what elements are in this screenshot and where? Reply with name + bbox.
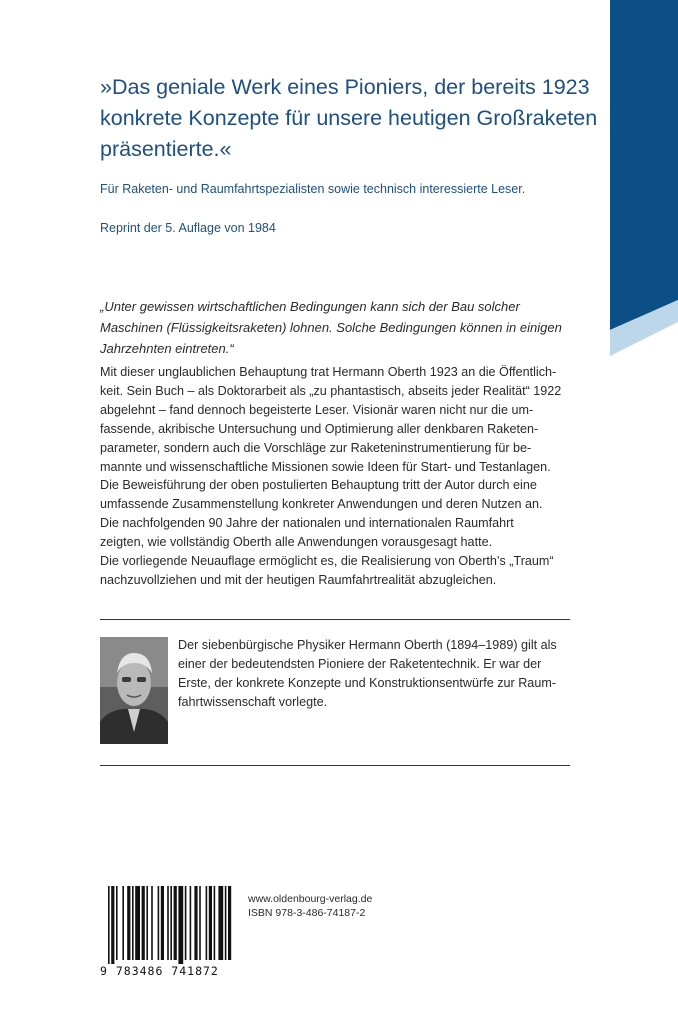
barcode-bar: [199, 886, 201, 960]
description-line: Die nachfolgenden 90 Jahre der nationalen und internationalen Raumfahrt: [100, 516, 514, 531]
publisher-info: [248, 892, 372, 920]
barcode-bar: [214, 886, 216, 960]
barcode-bar: [111, 886, 114, 964]
headline-quote: [100, 72, 600, 165]
divider-bottom: [100, 765, 570, 766]
headline-line: präsentierte.«: [100, 137, 232, 161]
description-line: parameter, sondern auch die Vorschläge zur Raketeninstrumentierung für be-: [100, 440, 532, 455]
barcode-bar: [228, 886, 231, 960]
description-line: abgelehnt – fand dennoch begeisterte Leser. Visionär waren nicht nur die um-: [100, 402, 534, 417]
barcode-bar: [170, 886, 172, 960]
barcode-bar: [161, 886, 164, 960]
isbn-barcode: [100, 884, 234, 964]
author-bio: [178, 636, 573, 712]
description-line: umfassende Zusammenstellung konkreter Anwendungen und deren Nutzen an.: [100, 497, 543, 512]
barcode-bar: [174, 886, 177, 960]
barcode-bar: [194, 886, 197, 960]
barcode-bar: [116, 886, 118, 960]
description-line: keit. Sein Buch – als Doktorarbeit als „zu phantastisch, abseits jeder Realität“ 1922: [100, 383, 562, 398]
barcode-bar: [135, 886, 140, 960]
barcode-bar: [151, 886, 153, 960]
bio-line: einer der bedeutendsten Pioniere der Raketentechnik. Er war der: [178, 657, 542, 671]
barcode-bar: [142, 886, 145, 960]
bio-line: Erste, der konkrete Konzepte und Konstruktionsentwürfe zur Raum-: [178, 676, 557, 690]
description-line: mannte und wissenschaftliche Missionen sowie Ideen für Start- und Testanlagen.: [100, 459, 551, 474]
headline-line: »Das geniale Werk eines Pioniers, der bereits 1923: [100, 75, 590, 99]
barcode-bar: [185, 886, 187, 960]
oberth-quote: [100, 296, 580, 359]
decorative-color-band: [610, 0, 678, 370]
bio-line: Der siebenbürgische Physiker Hermann Oberth (1894–1989) gilt als: [178, 638, 557, 652]
barcode-bar: [218, 886, 223, 960]
barcode-bar: [225, 886, 227, 960]
quote-line: Maschinen (Flüssigkeitsraketen) lohnen. Solche Bedingungen können in einigen: [100, 320, 562, 335]
audience-text: Für Raketen- und Raumfahrtspezialisten sowie technisch interessierte Leser.: [100, 182, 526, 196]
barcode-bar: [190, 886, 192, 960]
barcode-bar: [146, 886, 148, 960]
barcode-bar: [158, 886, 160, 960]
description-line: Die vorliegende Neuauflage ermöglicht es, die Realisierung von Oberth’s „Traum“: [100, 554, 554, 569]
description-line: Die Beweisführung der oben postulierten Behauptung tritt der Autor durch eine: [100, 478, 537, 493]
barcode-bar: [167, 886, 169, 960]
publisher-website: www.oldenbourg-verlag.de: [248, 893, 373, 905]
description-line: nachzuvollziehen und mit der heutigen Raumfahrtrealität abzugleichen.: [100, 572, 497, 587]
barcode-bar: [209, 886, 212, 960]
barcode-bar: [122, 886, 124, 960]
barcode-bar: [127, 886, 130, 960]
description-line: Mit dieser unglaublichen Behauptung trat Hermann Oberth 1923 an die Öffentlich-: [100, 365, 557, 379]
bio-line: fahrtwissenschaft vorlegte.: [178, 695, 328, 709]
divider-top: [100, 619, 570, 620]
description-line: zeigten, wie vollständig Oberth alle Anwendungen vorausgesagt hatte.: [100, 535, 493, 550]
barcode-bar: [108, 886, 110, 964]
description-paragraph: [100, 363, 570, 590]
quote-line: Jahrzehnten eintreten.“: [100, 341, 234, 356]
barcode-bar: [178, 886, 183, 964]
headline-line: konkrete Konzepte für unsere heutigen Großraketen: [100, 106, 598, 130]
isbn-text: ISBN 978-3-486-74187-2: [248, 907, 366, 919]
reprint-text: Reprint der 5. Auflage von 1984: [100, 221, 276, 235]
barcode-bar: [206, 886, 208, 960]
quote-line: „Unter gewissen wirtschaftlichen Bedingungen kann sich der Bau solcher: [100, 299, 520, 314]
barcode-bar: [132, 886, 134, 960]
author-portrait: [100, 637, 168, 744]
barcode-digits: 9 783486 741872: [100, 964, 219, 978]
description-line: fassende, akribische Untersuchung und Optimierung aller denkbaren Raketen-: [100, 421, 539, 436]
